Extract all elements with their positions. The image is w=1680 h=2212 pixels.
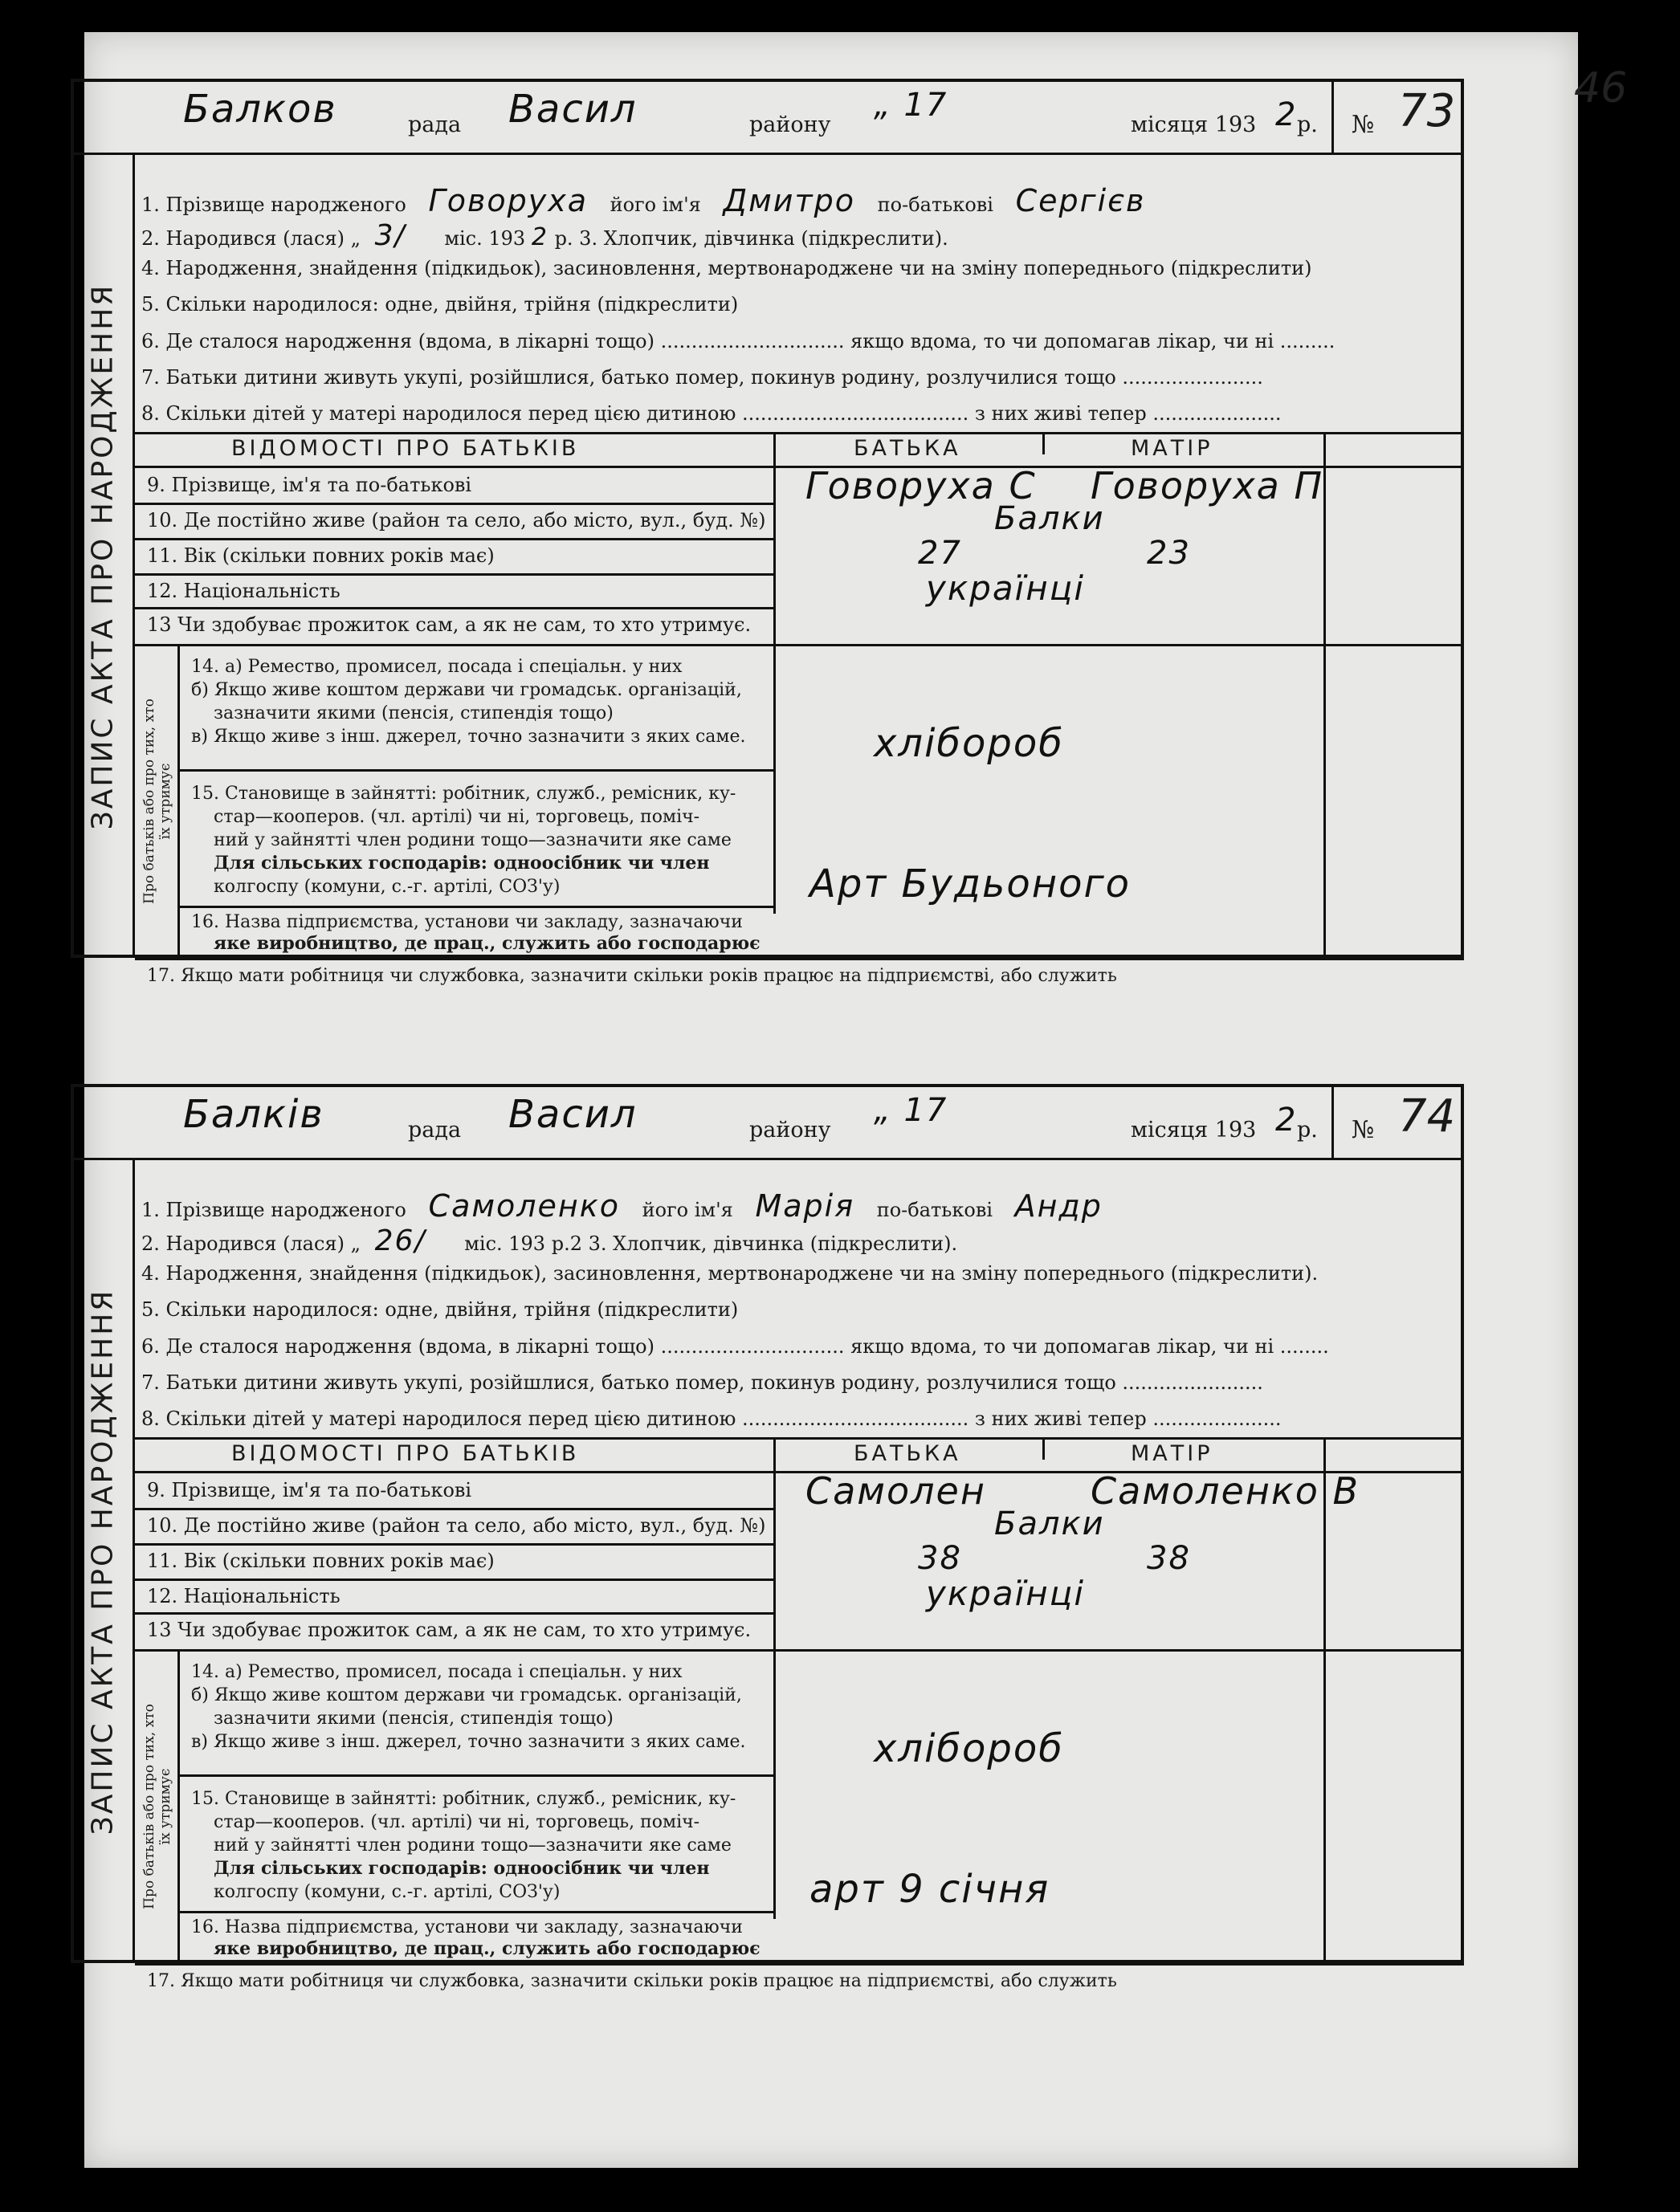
col-rule-3 [1323, 1437, 1326, 1963]
workplace-handwritten: Арт Будьоного [809, 862, 1132, 906]
line-5: 5. Скільки народилося: одне, двійня, трійня (підкреслити) [141, 293, 739, 316]
year-suffix: р. [1297, 112, 1318, 137]
row-rule [180, 1774, 773, 1777]
line-6: 6. Де сталося народження (вдома, в лікарні тощо) .............................. якщо вдома, то чи допомагав лікар, чи ні ........ [141, 1335, 1329, 1358]
row-rule [135, 644, 1464, 646]
line-5: 5. Скільки народилося: одне, двійня, трійня (підкреслити) [141, 1298, 739, 1321]
row-15d: Для сільських господарів: одноосібник чи член [214, 1858, 710, 1879]
year-suffix: р. [1297, 1118, 1318, 1143]
row-rule [135, 1649, 1464, 1652]
mother-age-handwritten: 23 [1147, 535, 1191, 572]
line-8: 8. Скільки дітей у матері народилося перед цією дитиною ..................................... з них живі тепер ..................... [141, 1407, 1282, 1430]
father-name-handwritten: Говоруха С [805, 464, 1037, 507]
row-rule [135, 607, 773, 609]
row-15b: стар—кооперов. (чл. артілі) чи ні, торговець, поміч- [214, 1812, 700, 1832]
birth-record [71, 1084, 1492, 1991]
row-15e: колгоспу (комуни, с.-г. артілі, СОЗ'у) [214, 1882, 561, 1902]
row-9-label: 9. Прізвище, ім'я та по-батькові [147, 474, 472, 496]
patronymic-label: по-батькові [876, 1199, 993, 1221]
line-7: 7. Батьки дитини живуть укупі, розійшлися, батько помер, покинув родину, розлучилися тощо ....................... [141, 1371, 1263, 1394]
line-4: 4. Народження, знайдення (підкидьок), засиновлення, мертвонароджене чи на зміну попереднього (підкреслити) [141, 257, 1312, 279]
row-rule [180, 1911, 773, 1913]
record-number-box [1331, 79, 1464, 155]
row-16-text [191, 1917, 760, 1960]
col-rule-3 [1323, 432, 1326, 958]
row-16b: яке виробництво, де прац., служить або господарює [214, 933, 760, 954]
occupation-handwritten: хлібороб [874, 721, 1064, 766]
row-16-text [191, 911, 760, 955]
surname-label: 1. Прізвище народженого [141, 1199, 406, 1221]
row-15b: стар—кооперов. (чл. артілі) чи ні, торговець, поміч- [214, 807, 700, 827]
row-15-text [191, 1787, 736, 1904]
row-15-text [191, 782, 736, 898]
row-16a: 16. Назва підприємства, установи чи закладу, зазначаючи [191, 912, 743, 932]
born-label: 2. Народився (лася) „ [141, 1232, 361, 1255]
col-rule-2 [1042, 432, 1045, 454]
row-10-label: 10. Де постійно живе (район та село, або місто, вул., буд. №) [147, 1514, 766, 1537]
row-13-label: 13 Чи здобуває прожиток сам, а як не сам, то хто утримує. [147, 613, 752, 636]
row-rule [135, 1579, 773, 1581]
surname-handwritten: Самоленко [428, 1188, 620, 1224]
row-rule [180, 906, 773, 908]
born-year-handwritten: 2 [531, 223, 548, 251]
firstname-handwritten: Марія [755, 1188, 855, 1224]
day-handwritten: „ 17 [874, 87, 948, 124]
line-1 [141, 183, 1145, 218]
line-4: 4. Народження, знайдення (підкидьок), засиновлення, мертвонароджене чи на зміну попереднього (підкреслити). [141, 1262, 1319, 1285]
father-name-handwritten: Самолен [805, 1469, 986, 1513]
row-14-text [191, 655, 746, 748]
record-number-box [1331, 1084, 1464, 1160]
row-12-label: 12. Національність [147, 580, 340, 602]
line-1 [141, 1188, 1103, 1224]
month-label: місяця 193 [1131, 1118, 1257, 1143]
firstname-label: його ім'я [642, 1199, 733, 1221]
mother-column-header: МАТІР [1131, 1441, 1213, 1466]
row-rule [135, 1508, 773, 1510]
mother-name-handwritten: Самоленко В [1091, 1469, 1360, 1513]
record-side-title: ЗАПИС АКТА ПРО НАРОДЖЕННЯ [86, 283, 120, 830]
row-17-label: 17. Якщо мати робітниця чи службовка, зазначити скільки років працює на підприємстві, або служить [147, 966, 1117, 986]
row-14c: зазначити якими (пенсія, стипендія тощо) [214, 703, 614, 723]
birth-record [71, 79, 1492, 986]
surname-label: 1. Прізвище народженого [141, 193, 406, 216]
council-label: рада [408, 1118, 462, 1143]
row-14-text [191, 1660, 746, 1754]
row-rule [135, 538, 773, 540]
line-6: 6. Де сталося народження (вдома, в лікарні тощо) .............................. якщо вдома, то чи допомагав лікар, чи ні ......... [141, 330, 1335, 352]
row-rule [135, 1963, 1464, 1966]
workplace-handwritten: арт 9 січня [809, 1867, 1050, 1912]
table-top-rule [135, 432, 1464, 434]
page-number: 46 [1574, 64, 1628, 112]
father-age-handwritten: 38 [918, 1540, 962, 1577]
row-rule [135, 503, 773, 505]
father-column-header: БАТЬКА [854, 1441, 961, 1466]
born-label: 2. Народився (лася) „ [141, 227, 361, 250]
mother-column-header: МАТІР [1131, 436, 1213, 461]
year-handwritten: 2 [1275, 96, 1298, 133]
sex-label: р.2 3. Хлопчик, дівчинка (підкреслити). [551, 1232, 958, 1255]
month-label: місяця 193 [1131, 112, 1257, 137]
row-17-label: 17. Якщо мати робітниця чи службовка, зазначити скільки років працює на підприємстві, або служить [147, 1971, 1117, 1991]
row-rule [135, 573, 773, 576]
patronymic-handwritten: Андр [1014, 1188, 1103, 1224]
record-side-title-column [71, 1160, 135, 1963]
row-15c: ний у зайнятті член родини тощо—зазначити яке саме [214, 830, 732, 850]
row-11-label: 11. Вік (скільки повних років має) [147, 544, 495, 567]
row-14b: б) Якщо живе коштом держави чи громадськ. організацій, [191, 1685, 742, 1705]
day-handwritten: „ 17 [874, 1092, 948, 1129]
row-rule [135, 1612, 773, 1615]
council-handwritten: Балков [183, 87, 337, 132]
nationality-handwritten: українці [926, 1574, 1086, 1613]
row-11-label: 11. Вік (скільки повних років має) [147, 1550, 495, 1572]
row-rule [135, 958, 1464, 960]
record-number: 74 [1398, 1090, 1456, 1143]
row-rule [135, 1543, 773, 1546]
row-16b: яке виробництво, де прац., служить або господарює [214, 1938, 760, 1959]
row-14a: 14. а) Ремество, промисел, посада і спеціальн. у них [191, 657, 683, 677]
district-handwritten: Васил [508, 1092, 638, 1137]
line-8: 8. Скільки дітей у матері народилося перед цією дитиною ..................................... з них живі тепер ..................... [141, 402, 1282, 425]
line-7: 7. Батьки дитини живуть укупі, розійшлися, батько помер, покинув родину, розлучилися тощо ....................... [141, 366, 1263, 389]
number-sign: № [1352, 111, 1375, 139]
residence-handwritten: Балки [994, 1505, 1105, 1542]
mother-name-handwritten: Говоруха П [1091, 464, 1324, 507]
line-2 [141, 219, 948, 252]
occupation-handwritten: хлібороб [874, 1726, 1064, 1771]
row-14c: зазначити якими (пенсія, стипендія тощо) [214, 1709, 614, 1729]
record-side-title-column [71, 155, 135, 958]
row-14d: в) Якщо живе з інш. джерел, точно зазначити з яких саме. [191, 1732, 746, 1752]
row-9-label: 9. Прізвище, ім'я та по-батькові [147, 1479, 472, 1501]
record-side-title: ЗАПИС АКТА ПРО НАРОДЖЕННЯ [86, 1288, 120, 1835]
col-rule-1 [773, 432, 776, 914]
record-header [71, 1084, 1464, 1160]
row-14b: б) Якщо живе коштом держави чи громадськ. організацій, [191, 680, 742, 700]
year-handwritten: 2 [1275, 1102, 1298, 1139]
parents-subsection-column [136, 645, 180, 958]
patronymic-handwritten: Сергієв [1015, 183, 1146, 218]
born-month-label: міс. 193 [464, 1232, 546, 1255]
patronymic-label: по-батькові [877, 193, 993, 216]
row-rule [180, 769, 773, 772]
parents-header: ВІДОМОСТІ ПРО БАТЬКІВ [231, 1441, 580, 1466]
row-14d: в) Якщо живе з інш. джерел, точно зазначити з яких саме. [191, 727, 746, 747]
col-rule-1 [773, 1437, 776, 1919]
firstname-label: його ім'я [610, 193, 701, 216]
mother-age-handwritten: 38 [1147, 1540, 1191, 1577]
father-column-header: БАТЬКА [854, 436, 961, 461]
table-top-rule [135, 1437, 1464, 1440]
row-14a: 14. а) Ремество, промисел, посада і спеціальн. у них [191, 1662, 683, 1682]
district-handwritten: Васил [508, 87, 638, 132]
col-rule-2 [1042, 1437, 1045, 1460]
council-handwritten: Балків [183, 1092, 324, 1137]
row-12-label: 12. Національність [147, 1585, 340, 1607]
born-day-handwritten: 26/ [374, 1224, 426, 1257]
born-day-handwritten: 3/ [374, 219, 406, 252]
row-15a: 15. Становище в зайнятті: робітник, служб., ремісник, ку- [191, 784, 736, 804]
district-label: району [749, 112, 831, 137]
row-10-label: 10. Де постійно живе (район та село, або місто, вул., буд. №) [147, 509, 766, 532]
row-16a: 16. Назва підприємства, установи чи закладу, зазначаючи [191, 1917, 743, 1937]
firstname-handwritten: Дмитро [723, 183, 856, 218]
parents-header: ВІДОМОСТІ ПРО БАТЬКІВ [231, 436, 580, 461]
council-label: рада [408, 112, 462, 137]
row-15d: Для сільських господарів: одноосібник чи член [214, 853, 710, 874]
surname-handwritten: Говоруха [428, 183, 588, 218]
father-age-handwritten: 27 [918, 535, 962, 572]
district-label: району [749, 1118, 831, 1143]
parents-subsection-title: Про батьків або про тих, хто їх утримує [141, 1704, 173, 1909]
record-number: 73 [1398, 85, 1456, 137]
born-month-label: міс. 193 [444, 227, 526, 250]
row-15c: ний у зайнятті член родини тощо—зазначити яке саме [214, 1835, 732, 1856]
parents-subsection-column [136, 1650, 180, 1963]
row-15a: 15. Становище в зайнятті: робітник, служб., ремісник, ку- [191, 1789, 736, 1809]
sex-label: р. 3. Хлопчик, дівчинка (підкреслити). [554, 227, 948, 250]
line-2 [141, 1224, 957, 1257]
record-header [71, 79, 1464, 155]
nationality-handwritten: українці [926, 568, 1086, 608]
number-sign: № [1352, 1116, 1375, 1144]
row-13-label: 13 Чи здобуває прожиток сам, а як не сам, то хто утримує. [147, 1619, 752, 1641]
parents-subsection-title: Про батьків або про тих, хто їх утримує [141, 699, 173, 904]
row-15e: колгоспу (комуни, с.-г. артілі, СОЗ'у) [214, 877, 561, 897]
residence-handwritten: Балки [994, 500, 1105, 537]
